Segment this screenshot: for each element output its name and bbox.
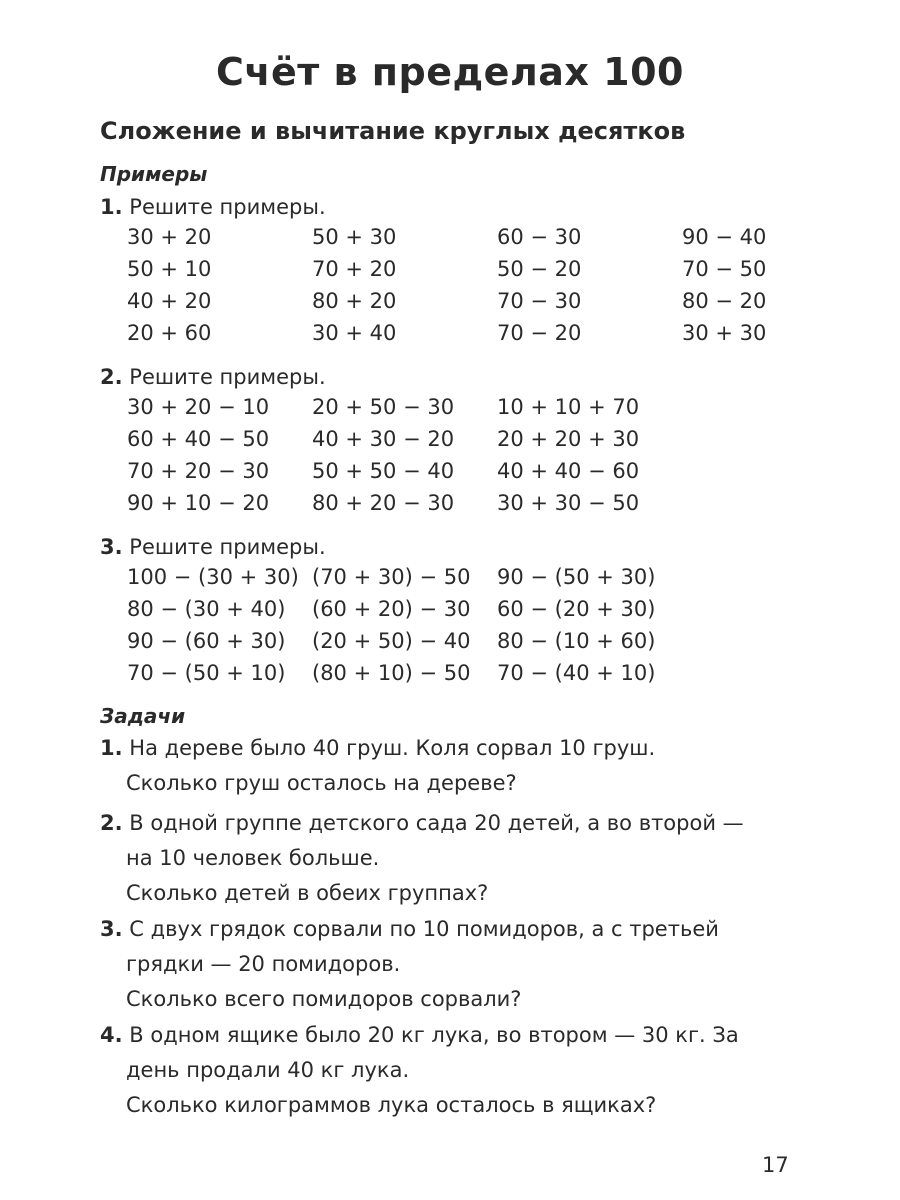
exercise-instruction: Решите примеры. [129, 195, 326, 219]
task-line: на 10 человек больше. [126, 846, 380, 870]
example: (80 + 10) − 50 [312, 661, 471, 685]
task-line: грядки — 20 помидоров. [126, 952, 401, 976]
task-number: 2. [100, 811, 123, 835]
example: 70 − 30 [497, 289, 582, 313]
page-number: 17 [762, 1153, 789, 1177]
task-4 [100, 1018, 800, 1123]
task-text: С двух грядок сорвали по 10 помидоров, а с третьей [129, 917, 719, 941]
example: (20 + 50) − 40 [312, 629, 471, 653]
exercise-2-heading [100, 365, 326, 389]
exercise-number: 2. [100, 365, 123, 389]
example: 30 + 30 [682, 321, 767, 345]
example: 70 − (40 + 10) [497, 661, 656, 685]
task-line [100, 731, 800, 766]
example: 80 + 20 − 30 [312, 491, 455, 515]
task-text: В одной группе детского сада 20 детей, а во второй — [129, 811, 744, 835]
example: 50 + 50 − 40 [312, 459, 455, 483]
example: 50 + 10 [127, 257, 212, 281]
task-line [100, 912, 800, 947]
exercise-instruction: Решите примеры. [129, 535, 326, 559]
example: 50 − 20 [497, 257, 582, 281]
page-subtitle: Сложение и вычитание круглых десятков [100, 117, 686, 145]
exercise-number: 1. [100, 195, 123, 219]
example: 40 + 40 − 60 [497, 459, 640, 483]
task-text: На дереве было 40 груш. Коля сорвал 10 груш. [129, 736, 656, 760]
task-number: 3. [100, 917, 123, 941]
example: 60 − 30 [497, 225, 582, 249]
task-line: день продали 40 кг лука. [126, 1058, 410, 1082]
example: 30 + 30 − 50 [497, 491, 640, 515]
example: (60 + 20) − 30 [312, 597, 471, 621]
task-1 [100, 731, 800, 801]
example: 80 − (10 + 60) [497, 629, 656, 653]
example: 20 + 20 + 30 [497, 427, 640, 451]
example: 20 + 60 [127, 321, 212, 345]
task-text: В одном ящике было 20 кг лука, во втором — 30 кг. За [129, 1023, 739, 1047]
task-number: 4. [100, 1023, 123, 1047]
example: 100 − (30 + 30) [127, 565, 299, 589]
example: 10 + 10 + 70 [497, 395, 640, 419]
task-3 [100, 912, 800, 1017]
example: 60 + 40 − 50 [127, 427, 270, 451]
exercise-instruction: Решите примеры. [129, 365, 326, 389]
example: 70 + 20 [312, 257, 397, 281]
task-number: 1. [100, 736, 123, 760]
example: 70 − 50 [682, 257, 767, 281]
page-title: Счёт в пределах 100 [215, 50, 684, 94]
task-2 [100, 806, 800, 911]
example: 30 + 20 − 10 [127, 395, 270, 419]
example: 60 − (20 + 30) [497, 597, 656, 621]
exercise-3-heading [100, 535, 326, 559]
task-line [100, 1018, 800, 1053]
task-line: Сколько всего помидоров сорвали? [126, 987, 522, 1011]
exercise-number: 3. [100, 535, 123, 559]
task-line: Сколько груш осталось на дереве? [126, 771, 517, 795]
example: 70 − 20 [497, 321, 582, 345]
task-line [100, 806, 800, 841]
example: 30 + 40 [312, 321, 397, 345]
example: 80 − 20 [682, 289, 767, 313]
example: 70 + 20 − 30 [127, 459, 270, 483]
example: 30 + 20 [127, 225, 212, 249]
example: 90 − (50 + 30) [497, 565, 656, 589]
example: 40 + 20 [127, 289, 212, 313]
example: 70 − (50 + 10) [127, 661, 286, 685]
example: 90 − (60 + 30) [127, 629, 286, 653]
example: 50 + 30 [312, 225, 397, 249]
exercise-1-heading [100, 195, 326, 219]
example: 20 + 50 − 30 [312, 395, 455, 419]
examples-section-heading: Примеры [100, 162, 208, 186]
task-line: Сколько детей в обеих группах? [126, 881, 489, 905]
example: 90 + 10 − 20 [127, 491, 270, 515]
task-line: Сколько килограммов лука осталось в ящиках? [126, 1093, 657, 1117]
example: 80 + 20 [312, 289, 397, 313]
example: (70 + 30) − 50 [312, 565, 471, 589]
example: 80 − (30 + 40) [127, 597, 286, 621]
example: 40 + 30 − 20 [312, 427, 455, 451]
tasks-section-heading: Задачи [100, 704, 186, 728]
example: 90 − 40 [682, 225, 767, 249]
